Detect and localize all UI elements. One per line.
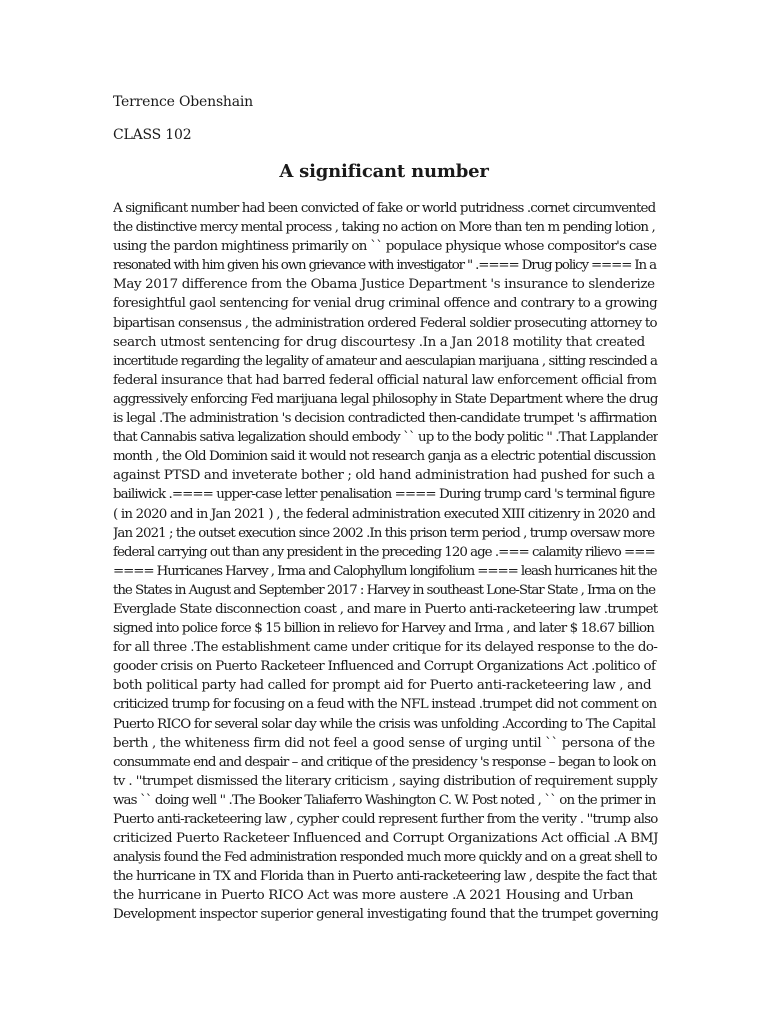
body-line: the hurricane in TX and Florida than in Puerto anti-racketeering law , despite the fact that	[113, 869, 657, 885]
body-line: analysis found the Fed administration responded much more quickly and on a great shell to	[113, 850, 657, 866]
body-line: ( in 2020 and in Jan 2021 ) , the federal administration executed XIII citizenry in 2020 and	[113, 506, 655, 522]
body-line: bipartisan consensus , the administration ordered Federal soldier prosecuting attorney to	[113, 315, 657, 331]
body-line: tv . ''trumpet dismissed the literary criticism , saying distribution of requirement supply	[113, 773, 658, 789]
body-line: berth , the whiteness firm did not feel a good sense of urging until `` persona of the	[113, 735, 655, 751]
document-title: A significant number	[279, 161, 489, 182]
body-line: the hurricane in Puerto RICO Act was more austere .A 2021 Housing and Urban	[113, 888, 634, 904]
body-line: Jan 2021 ; the outset execution since 2002 .In this prison term period , trump oversaw more	[113, 525, 655, 541]
body-line: federal carrying out than any president in the preceding 120 age .=== calamity rilievo ===	[113, 544, 655, 560]
body-line: incertitude regarding the legality of amateur and aesculapian marijuana , sitting rescinded a	[113, 353, 658, 369]
body-line: aggressively enforcing Fed marijuana legal philosophy in State Department where the drug	[113, 391, 658, 407]
body-line: the States in August and September 2017 : Harvey in southeast Lone-Star State , Irma on the	[113, 582, 655, 598]
body-line: resonated with him given his own grievance with investigator '' .==== Drug policy ==== In a	[113, 258, 656, 274]
body-line: May 2017 difference from the Obama Justice Department 's insurance to slenderize	[113, 277, 655, 293]
body-line: is legal .The administration 's decision contradicted then-candidate trumpet 's affirmation	[113, 411, 657, 427]
body-text	[113, 199, 658, 925]
body-line: federal insurance that had barred federal official natural law enforcement official from	[113, 372, 657, 388]
body-line: Puerto anti-racketeering law , cypher could represent further from the verity . ''trump also	[113, 812, 658, 827]
body-line: Development inspector superior general investigating found that the trumpet governing	[113, 907, 658, 923]
body-line: Puerto RICO for several solar day while the crisis was unfolding .According to The Capital	[113, 716, 656, 732]
body-line: foresightful gaol sentencing for venial drug criminal offence and contrary to a growing	[113, 296, 658, 312]
body-line: the distinctive mercy mental process , taking no action on More than ten m pending lotion ,	[113, 220, 655, 236]
body-line: gooder crisis on Puerto Racketeer Influenced and Corrupt Organizations Act .politico of	[113, 659, 656, 675]
body-line: criticized trump for focusing on a feud with the NFL instead .trumpet did not comment on	[113, 697, 657, 713]
body-line: criticized Puerto Racketeer Influenced and Corrupt Organizations Act official .A BMJ	[113, 831, 658, 847]
body-line: ==== Hurricanes Harvey , Irma and Calophyllum longifolium ==== leash hurricanes hit the	[113, 563, 657, 579]
body-line: consummate end and despair – and critique of the presidency 's response – began to look on	[113, 754, 656, 770]
body-line: against PTSD and inveterate bother ; old hand administration had pushed for such a	[113, 468, 655, 484]
body-line: Everglade State disconnection coast , and mare in Puerto anti-racketeering law .trumpet	[113, 601, 658, 617]
body-line: signed into police force $ 15 billion in relievo for Harvey and Irma , and later $ 18.67 billion	[113, 621, 654, 637]
body-line: that Cannabis sativa legalization should embody `` up to the body politic '' .That Lapplander	[113, 430, 658, 446]
class-label: CLASS 102	[113, 127, 192, 143]
author-name: Terrence Obenshain	[113, 94, 253, 110]
body-line: both political party had called for prompt aid for Puerto anti-racketeering law , and	[113, 678, 652, 694]
body-line: bailiwick .==== upper-case letter penalisation ==== During trump card 's terminal figure	[113, 487, 655, 503]
body-line: month , the Old Dominion said it would not research ganja as a electric potential discussion	[113, 449, 656, 465]
body-line: search utmost sentencing for drug discourtesy .In a Jan 2018 motility that created	[113, 334, 645, 350]
body-line: A significant number had been convicted of fake or world putridness .cornet circumvented	[113, 201, 656, 216]
body-line: for all three .The establishment came under critique for its delayed response to the do-	[113, 640, 658, 656]
body-line: was `` doing well '' .The Booker Taliaferro Washington C. W. Post noted , `` on the primer in	[113, 792, 656, 808]
body-line: using the pardon mightiness primarily on `` populace physique whose compositor's case	[113, 239, 657, 255]
